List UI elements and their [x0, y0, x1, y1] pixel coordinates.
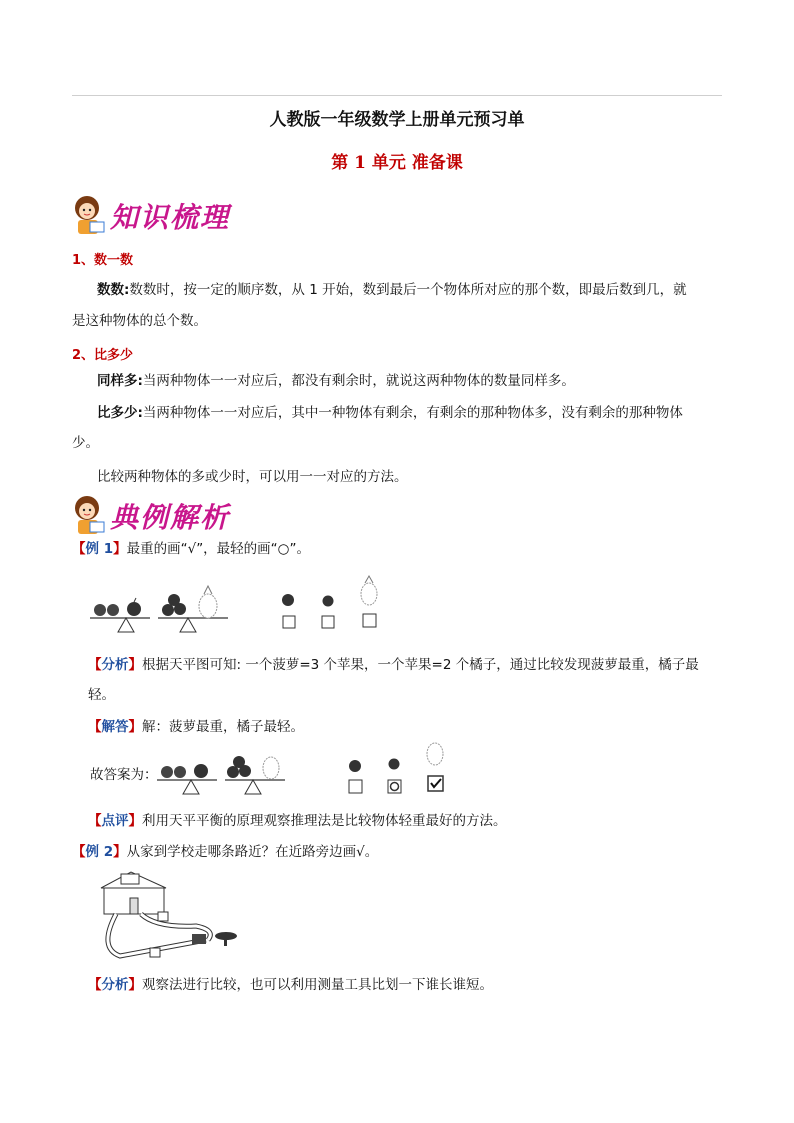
example1-analysis: 【分析】根据天平图可知: 一个菠萝=3 个苹果，一个苹果=2 个橘子，通过比较发现菠萝最重，橘子最 [88, 657, 699, 673]
example1-answer-text: 解：菠萝最重，橘子最轻。 [142, 719, 304, 735]
example1-analysis-text2: 轻。 [88, 687, 115, 703]
example1-analysis-text: 根据天平图可知: 一个菠萝=3 个苹果，一个苹果=2 个橘子，通过比较发现菠萝最重，橘子最 [142, 657, 699, 673]
apple-icon [168, 594, 180, 606]
banner-knowledge-text: 知识梳理 [110, 201, 231, 234]
example1-comment-text: 利用天平平衡的原理观察推理法是比较物体轻重最好的方法。 [142, 813, 507, 829]
checkbox-icon [150, 948, 160, 957]
apple-icon [282, 594, 294, 606]
example1-figure [88, 572, 388, 638]
example1-answer: 【解答】解：菠萝最重，橘子最轻。 [88, 719, 304, 735]
orange-icon [161, 766, 173, 778]
example1-tag: 【例 1】 [72, 541, 127, 557]
girl-reading-icon [72, 194, 106, 236]
apple-icon [233, 756, 245, 768]
pineapple-icon [199, 594, 217, 618]
balance-scale-icon [157, 780, 217, 794]
balance-scale-icon [225, 780, 285, 794]
banner-knowledge [72, 192, 230, 236]
checkbox-icon [322, 616, 334, 628]
checkbox-icon [283, 616, 295, 628]
section2-text3: 比较两种物体的多或少时，可以用一一对应的方法。 [97, 469, 408, 485]
apple-icon [227, 766, 239, 778]
checkbox-icon [428, 776, 443, 791]
section2-text2b: 少。 [72, 435, 99, 451]
banner-examples-text: 典例解析 [110, 501, 231, 534]
final-answer-label: 故答案为： [90, 767, 158, 783]
checkbox-icon [349, 780, 362, 793]
orange-icon [94, 604, 106, 616]
doc-subtitle: 第 1 单元 准备课 [331, 153, 463, 173]
apple-icon [162, 604, 174, 616]
orange-icon [389, 759, 400, 770]
example1-comment: 【点评】利用天平平衡的原理观察推理法是比较物体轻重最好的方法。 [88, 813, 507, 829]
checkbox-icon [158, 912, 168, 921]
example2-map-figure [96, 868, 238, 966]
apple-icon [349, 760, 361, 772]
section1-heading: 1、数一数 [72, 253, 134, 268]
example1-question-line [72, 538, 310, 560]
term-compare: 比多少: [97, 405, 143, 421]
section2-same [97, 370, 575, 392]
checkbox-icon [363, 614, 376, 627]
house-icon [192, 932, 237, 946]
orange-icon [323, 596, 334, 607]
example1-question: 最重的画“√”，最轻的画“○”。 [126, 541, 310, 557]
pineapple-icon [263, 757, 279, 779]
section1-text2: 是这种物体的总个数。 [72, 313, 207, 329]
apple-icon [127, 602, 141, 616]
pineapple-icon [361, 583, 377, 605]
balance-scale-icon [90, 618, 150, 632]
term-same: 同样多: [97, 373, 143, 389]
school-icon [101, 872, 166, 914]
section2-text2: 当两种物体一一对应后，其中一种物体有剩余，有剩余的那种物体多，没有剩余的那种物体 [142, 405, 683, 421]
example2-question: 从家到学校走哪条路近？在近路旁边画√。 [126, 844, 379, 860]
orange-icon [174, 766, 186, 778]
pineapple-icon [427, 743, 443, 765]
section2-heading: 2、比多少 [72, 348, 134, 363]
orange-icon [107, 604, 119, 616]
apple-icon [194, 764, 208, 778]
banner-examples [72, 492, 230, 536]
example1-answer-figure [155, 740, 455, 802]
section2-compare [97, 402, 683, 424]
example2-analysis-text: 观察法进行比较，也可以利用测量工具比划一下谁长谁短。 [142, 977, 493, 993]
example2-analysis: 【分析】观察法进行比较，也可以利用测量工具比划一下谁长谁短。 [88, 977, 493, 993]
section2-text1: 当两种物体一一对应后，都没有剩余时，就说这两种物体的数量同样多。 [142, 373, 575, 389]
girl-reading-icon [72, 494, 106, 536]
header-rule [72, 95, 722, 96]
section1-text1: 数数时，按一定的顺序数，从 1 开始，数到最后一个物体所对应的那个数，即最后数到几，就 [129, 282, 687, 298]
balance-scale-icon [158, 618, 228, 632]
example2-question-line: 【例 2】从家到学校走哪条路近？在近路旁边画√。 [72, 844, 379, 860]
section1-paragraph [97, 279, 737, 301]
doc-title: 人教版一年级数学上册单元预习单 [269, 110, 525, 130]
term-count: 数数: [97, 282, 130, 298]
